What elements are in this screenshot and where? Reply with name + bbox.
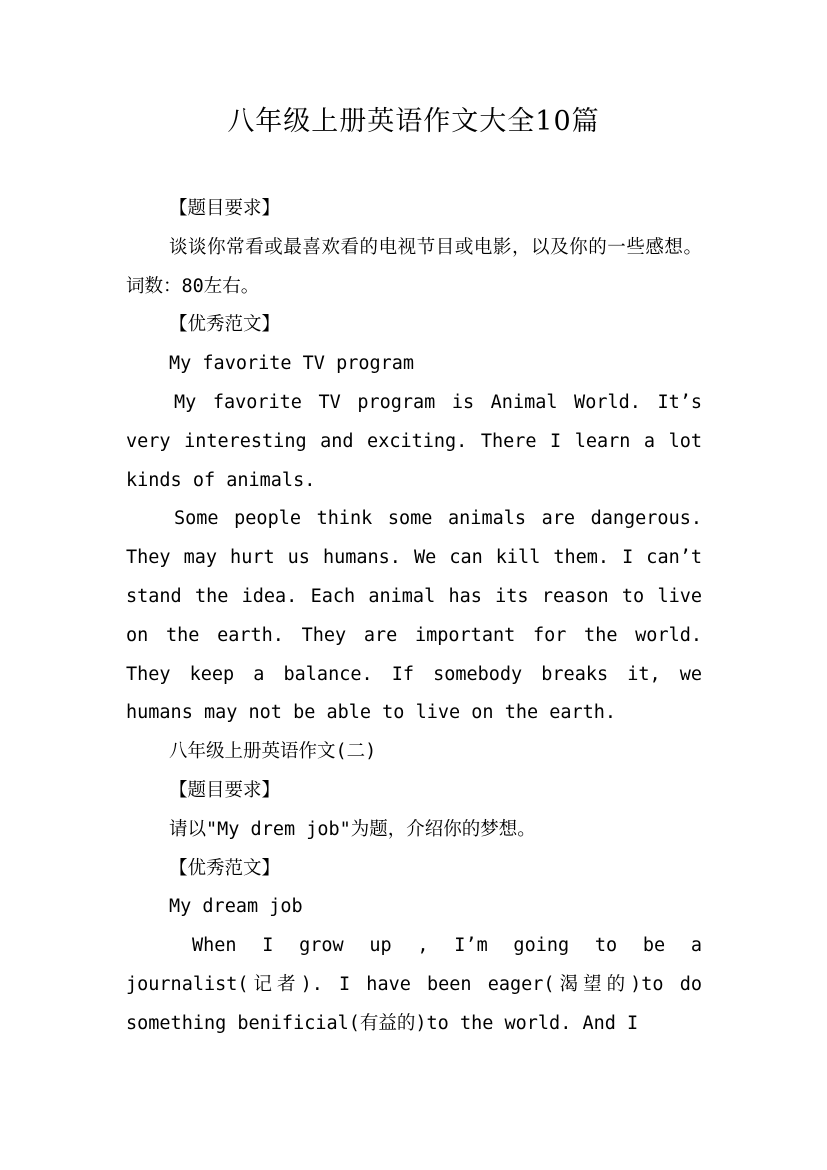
essay-paragraph: Some people think some animals are dangerous. They may hurt us humans. We can kill them. I can’t stand the idea. Each animal has its reason to live on the earth. They are important for the world. They keep a balance. If somebody breaks it, we humans may not be able to live on the earth. — [126, 508, 702, 724]
section-title: 八年级上册英语作文(二) — [169, 741, 377, 763]
document-title: 八年级上册英语作文大全10篇 — [227, 106, 600, 137]
essay-paragraph: When I grow up , I’m going to be a journalist(记者). I have been eager(渴望的)to do something benificial(有益的)to the world. And I — [126, 935, 702, 1034]
essay-title: My favorite TV program — [169, 353, 415, 375]
document-body — [126, 190, 702, 1044]
prompt-paragraph: 请以"My drem job"为题，介绍你的梦想。 — [169, 818, 536, 840]
essay-title: My dream job — [169, 896, 303, 918]
prompt-paragraph: 谈谈你常看或最喜欢看的电视节目或电影，以及你的一些感想。词数：80左右。 — [126, 236, 702, 297]
essay-paragraph: My favorite TV program is Animal World. It’s very interesting and exciting. There I learn a lot kinds of animals. — [126, 391, 702, 491]
section-heading-sample: 【优秀范文】 — [169, 314, 281, 336]
section-heading-sample: 【优秀范文】 — [169, 857, 281, 879]
section-heading-requirement: 【题目要求】 — [169, 198, 281, 219]
section-heading-requirement: 【题目要求】 — [169, 779, 281, 801]
